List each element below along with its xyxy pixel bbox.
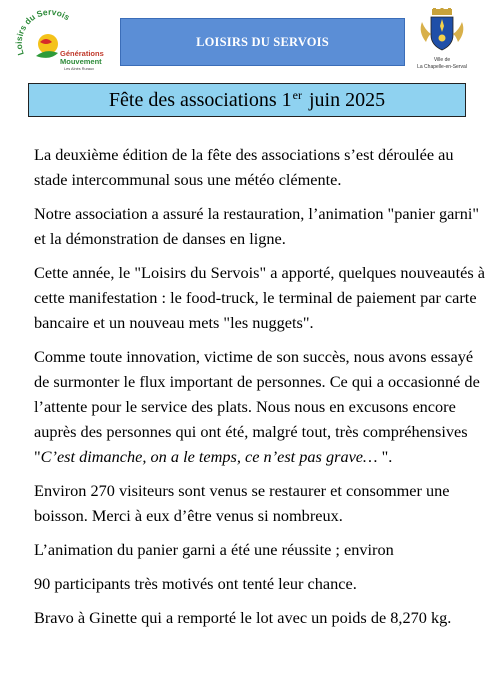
paragraph-novelties: Cette année, le "Loisirs du Servois" a apporté, quelques nouveautés à cette manifestation : le food-truck, le terminal de paiement par carte bancaire et un nouveau mets "les nuggets". xyxy=(34,263,485,332)
article-body xyxy=(34,142,486,639)
crest-caption-1: Ville de xyxy=(433,57,451,63)
logo-line3: Les Aînés Ruraux xyxy=(64,67,94,71)
logo-line1: Générations xyxy=(60,49,104,58)
paragraph-apology xyxy=(34,344,486,469)
paragraph-basket: L’animation du panier garni a été une réussite ; environ xyxy=(34,540,394,559)
header-banner xyxy=(120,18,405,66)
crest-icon xyxy=(412,8,472,56)
apology-text: Comme toute innovation, victime de son succès, nous avons essayé de surmonter le flux important de personnes. Ce qui a occasionné de l’attente pour le service des plats. Nous nous en excusons encore auprès des personnes qui ont été, malgré tout, très compréhensives " xyxy=(34,347,480,466)
loisirs-du-servois-logo xyxy=(14,10,114,72)
event-title-suffix: juin 2025 xyxy=(303,89,386,111)
header-title: LOISIRS DU SERVOIS xyxy=(196,34,329,49)
paragraph-activities: Notre association a assuré la restauration, l’animation "panier garni" et la démonstration de danses en ligne. xyxy=(34,204,480,248)
event-title xyxy=(109,88,385,112)
paragraph-visitors: Environ 270 visiteurs sont venus se restaurer et consommer une boisson. Merci à eux d’être venus si nombreux. xyxy=(34,481,450,525)
paragraph-intro: La deuxième édition de la fête des associations s’est déroulée au stade intercommunal sous une météo clémente. xyxy=(34,145,454,189)
event-title-box xyxy=(28,83,466,117)
apology-quote: C’est dimanche, on a le temps, ce n’est pas grave… xyxy=(40,447,382,466)
paragraph-winner: Bravo à Ginette qui a remporté le lot avec un poids de 8,270 kg. xyxy=(34,608,452,627)
logo-arc-text: Loisirs du Servois xyxy=(14,10,72,57)
crest-caption-2: La Chapelle-en-Serval xyxy=(417,64,467,70)
paragraph-participants: 90 participants très motivés ont tenté leur chance. xyxy=(34,574,357,593)
town-crest-logo xyxy=(412,8,472,72)
event-title-prefix: Fête des associations 1 xyxy=(108,89,292,111)
apology-end: ". xyxy=(381,447,393,466)
logo-line2: Mouvement xyxy=(60,57,102,66)
logo-graphic xyxy=(14,10,114,72)
event-title-sup: er xyxy=(292,88,302,102)
